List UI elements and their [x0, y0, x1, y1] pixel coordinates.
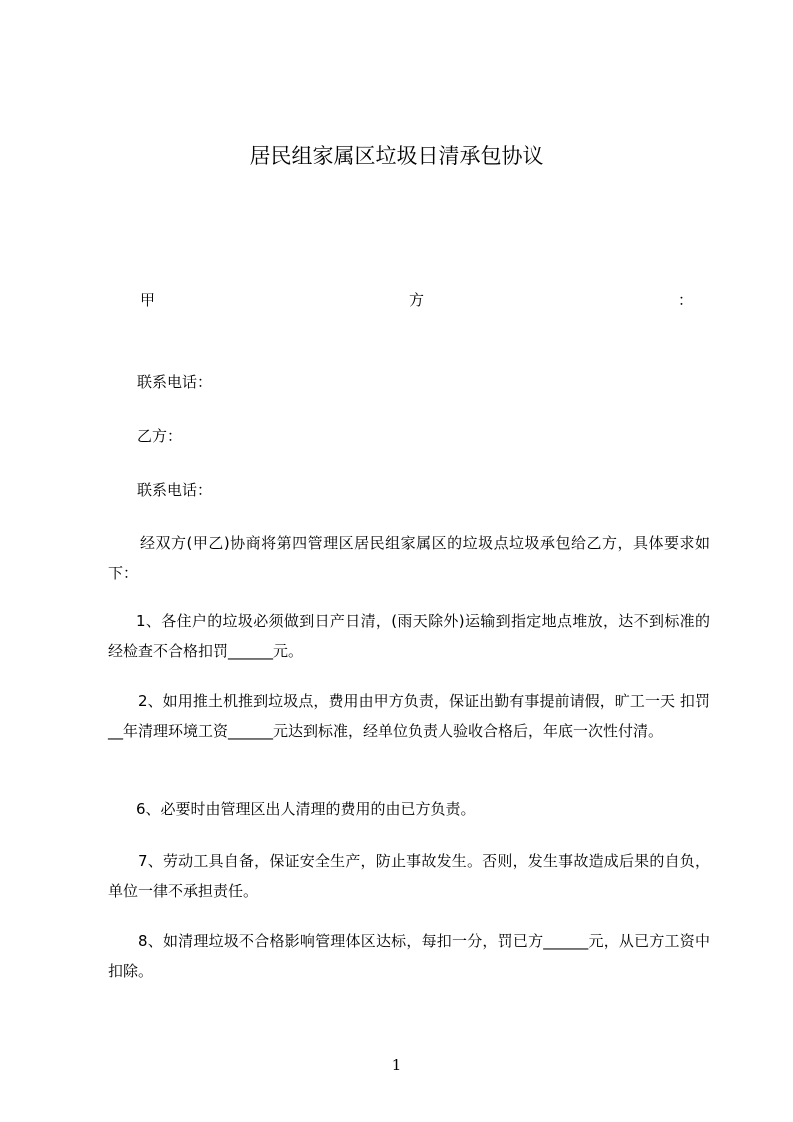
- party-a-phone-label: 联系电话：: [137, 373, 213, 391]
- paragraph-clause-1: 1、各住户的垃圾必须做到日产日清，(雨天除外)运输到指定地点堆放，达不到标准的经检查不合格扣罚______元。: [108, 612, 710, 660]
- page-number: 1: [391, 1056, 402, 1074]
- page-title: 居民组家属区垃圾日清承包协议: [249, 144, 544, 168]
- paragraph-clause-8: 8、如清理垃圾不合格影响管理体区达标，每扣一分，罚已方______元，从已方工资中扣除。: [108, 932, 710, 980]
- paragraph-clause-2: 2、如用推土机推到垃圾点，费用由甲方负责，保证出勤有事提前请假，旷工一天 扣罚__年清理环境工资______元达到标准，经单位负责人验收合格后，年底一次性付清。: [108, 692, 710, 740]
- party-b-label: 乙方：: [137, 427, 183, 445]
- party-a-label-colon: ：: [677, 291, 693, 309]
- paragraph-clause-7: 7、劳动工具自备，保证安全生产，防止事故发生。否则，发生事故造成后果的自负，单位一律不承担责任。: [108, 852, 710, 900]
- paragraph-intro: 经双方(甲乙)协商将第四管理区居民组家属区的垃圾点垃圾承包给乙方，具体要求如下：: [108, 534, 710, 582]
- party-b-phone-label: 联系电话：: [137, 481, 213, 499]
- party-a-label-left: 甲: [140, 291, 156, 309]
- paragraph-clause-6: 6、必要时由管理区出人清理的费用的由已方负责。: [136, 800, 476, 818]
- party-a-row: [140, 288, 693, 312]
- party-a-label-middle: 方: [408, 291, 424, 309]
